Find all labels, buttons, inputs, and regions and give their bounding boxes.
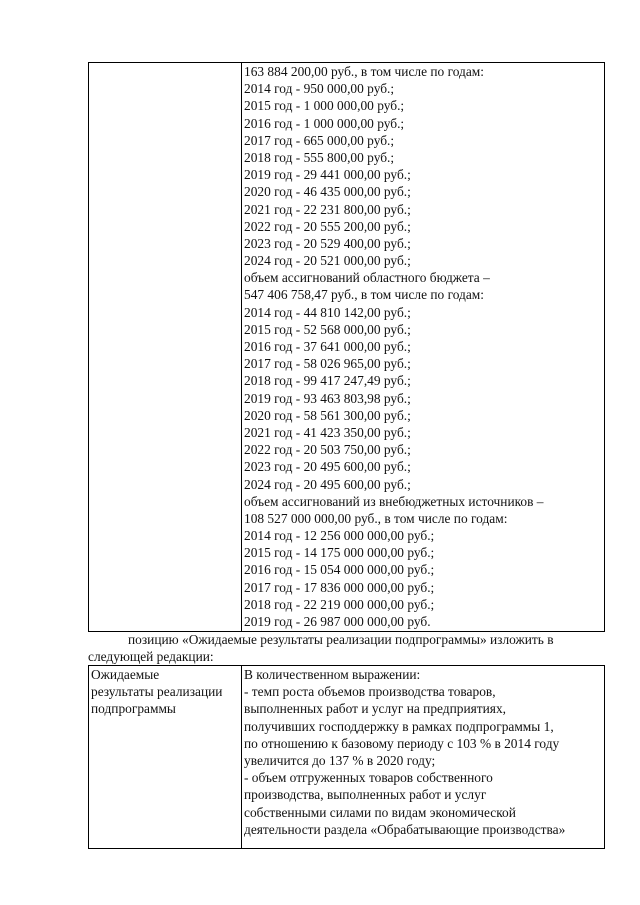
funding-line: 2014 год - 12 256 000 000,00 руб.;	[244, 528, 435, 544]
funding-line: 2020 год - 58 561 300,00 руб.;	[244, 407, 411, 423]
funding-line: 2023 год - 20 529 400,00 руб.;	[244, 235, 411, 251]
expected-results-line: получивших господдержку в рамках подпрограммы 1,	[244, 718, 554, 734]
funding-line: 2019 год - 26 987 000 000,00 руб.	[244, 614, 431, 629]
funding-line: 2016 год - 15 054 000 000,00 руб.;	[244, 562, 435, 578]
funding-line: 2017 год - 58 026 965,00 руб.;	[244, 356, 411, 372]
funding-line: 2021 год - 41 423 350,00 руб.;	[244, 424, 411, 440]
funding-line: 2019 год - 93 463 803,98 руб.;	[244, 390, 411, 406]
funding-line: 2024 год - 20 521 000,00 руб.;	[244, 253, 411, 269]
funding-line: 2016 год - 1 000 000,00 руб.;	[244, 115, 405, 131]
expected-results-line: увеличится до 137 % в 2020 году;	[244, 752, 436, 768]
expected-results-line: производства, выполненных работ и услуг	[244, 787, 487, 803]
expected-results-line: выполненных работ и услуг на предприятиях,	[244, 701, 507, 717]
funding-table-right-cell	[242, 63, 604, 631]
funding-line: 2016 год - 37 641 000,00 руб.;	[244, 339, 411, 354]
expected-results-label-cell	[89, 666, 242, 848]
funding-line: 2015 год - 14 175 000 000,00 руб.;	[244, 545, 435, 561]
expected-results-line: собственными силами по видам экономической	[244, 804, 516, 820]
funding-line: объем ассигнований из внебюджетных источников –	[244, 493, 544, 509]
expected-results-value-cell	[242, 666, 604, 848]
funding-line: 2020 год - 46 435 000,00 руб.;	[244, 184, 411, 200]
amendment-paragraph-line-1: позицию «Ожидаемые результаты реализации подпрограммы» изложить в	[128, 632, 554, 647]
funding-line: 2018 год - 22 219 000 000,00 руб.;	[244, 596, 435, 612]
funding-line: 2021 год - 22 231 800,00 руб.;	[244, 201, 411, 217]
funding-line: 2017 год - 665 000,00 руб.;	[244, 132, 395, 148]
funding-line: 2022 год - 20 503 750,00 руб.;	[244, 442, 411, 458]
expected-results-line: В количественном выражении:	[244, 667, 421, 682]
funding-line: 2015 год - 52 568 000,00 руб.;	[244, 321, 411, 337]
expected-results-label-line: результаты реализации	[91, 684, 223, 700]
funding-line: 547 406 758,47 руб., в том числе по годам:	[244, 287, 484, 303]
funding-line: 2023 год - 20 495 600,00 руб.;	[244, 459, 411, 475]
funding-table-left-cell	[89, 63, 242, 631]
funding-line: 2014 год - 950 000,00 руб.;	[244, 81, 395, 97]
funding-line: объем ассигнований областного бюджета –	[244, 270, 490, 286]
amendment-paragraph-line-2: следующей редакции:	[88, 649, 214, 664]
funding-line: 2014 год - 44 810 142,00 руб.;	[244, 304, 411, 320]
funding-line: 2022 год - 20 555 200,00 руб.;	[244, 218, 411, 234]
expected-results-label-line: Ожидаемые	[91, 667, 160, 682]
expected-results-line: деятельности раздела «Обрабатывающие производства»	[244, 821, 566, 837]
funding-table	[88, 62, 605, 632]
expected-results-line: по отношению к базовому периоду с 103 % в 2014 году	[244, 735, 560, 751]
funding-line: 2018 год - 99 417 247,49 руб.;	[244, 373, 411, 389]
expected-results-line: - темп роста объемов производства товаров,	[244, 684, 496, 700]
funding-line: 2015 год - 1 000 000,00 руб.;	[244, 98, 405, 114]
funding-line: 2024 год - 20 495 600,00 руб.;	[244, 476, 411, 492]
funding-line: 2018 год - 555 800,00 руб.;	[244, 149, 395, 165]
expected-results-table	[88, 665, 605, 849]
funding-line: 108 527 000 000,00 руб., в том числе по годам:	[244, 510, 508, 526]
expected-results-label-line: подпрограммы	[91, 701, 176, 717]
expected-results-line: - объем отгруженных товаров собственного	[244, 770, 493, 786]
funding-line: 2017 год - 17 836 000 000,00 руб.;	[244, 579, 435, 595]
funding-line: 2019 год - 29 441 000,00 руб.;	[244, 167, 411, 183]
funding-line: 163 884 200,00 руб., в том числе по годам:	[244, 64, 484, 79]
